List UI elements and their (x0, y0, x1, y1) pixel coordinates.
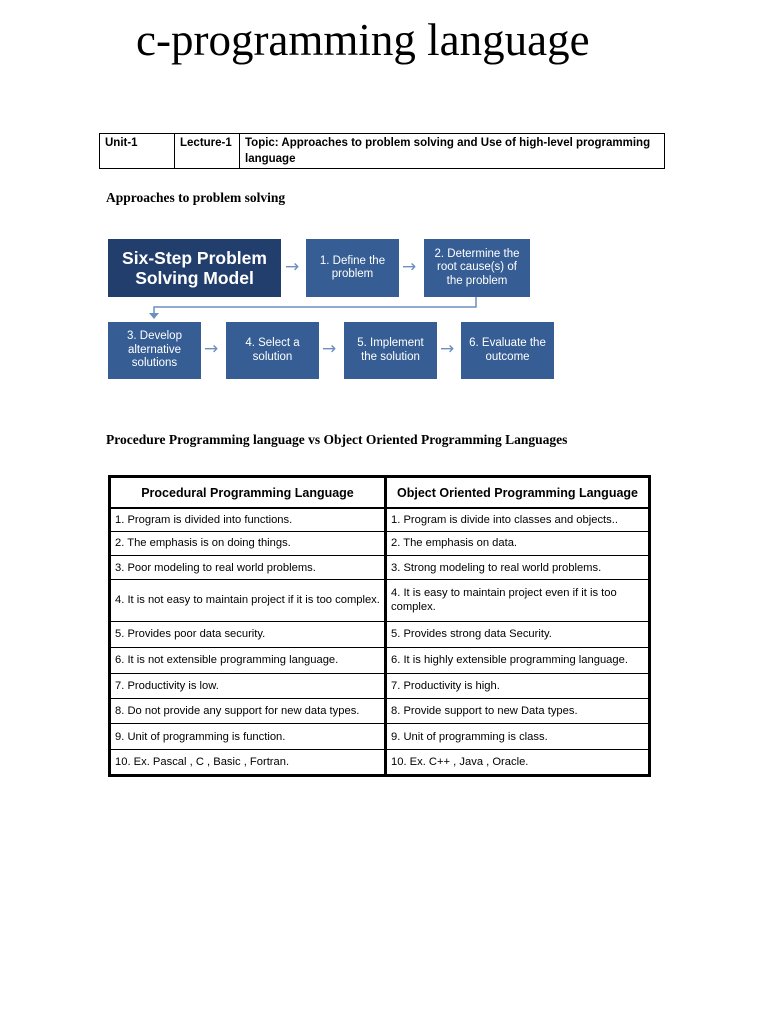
oop-cell: 10. Ex. C++ , Java , Oracle. (386, 749, 650, 775)
table-row (110, 699, 650, 724)
oop-cell: 2. The emphasis on data. (386, 531, 650, 555)
lecture-header-table (99, 133, 665, 169)
step-box-4: 4. Select a solution (226, 322, 319, 379)
procedural-cell: 5. Provides poor data security. (110, 621, 386, 647)
procedural-cell: 6. It is not extensible programming language. (110, 647, 386, 673)
oop-cell: 5. Provides strong data Security. (386, 621, 650, 647)
arrow-right-icon: → (322, 339, 337, 359)
column-header-oop: Object Oriented Programming Language (386, 477, 650, 509)
procedural-cell: 7. Productivity is low. (110, 673, 386, 698)
arrow-right-icon: → (204, 339, 219, 359)
lecture-cell: Lecture-1 (175, 134, 240, 169)
comparison-table (108, 475, 651, 777)
oop-cell: 9. Unit of programming is class. (386, 724, 650, 749)
diagram-title-box: Six-Step Problem Solving Model (108, 239, 281, 297)
table-row (110, 531, 650, 555)
table-row (110, 673, 650, 698)
step-box-1: 1. Define the problem (306, 239, 399, 297)
arrow-right-icon: → (440, 339, 455, 359)
column-header-procedural: Procedural Programming Language (110, 477, 386, 509)
procedural-cell: 9. Unit of programming is function. (110, 724, 386, 749)
oop-cell: 1. Program is divide into classes and objects.. (386, 508, 650, 531)
step-box-3: 3. Develop alternative solutions (108, 322, 201, 379)
table-row (110, 749, 650, 775)
step-box-2: 2. Determine the root cause(s) of the problem (424, 239, 530, 297)
procedural-cell: 2. The emphasis is on doing things. (110, 531, 386, 555)
oop-cell: 6. It is highly extensible programming language. (386, 647, 650, 673)
table-row (110, 555, 650, 579)
section-heading-problem-solving: Approaches to problem solving (106, 190, 286, 205)
procedural-cell: 1. Program is divided into functions. (110, 508, 386, 531)
table-row (110, 724, 650, 749)
step-box-5: 5. Implement the solution (344, 322, 437, 379)
table-row (110, 508, 650, 531)
six-step-diagram (104, 236, 556, 382)
oop-cell: 3. Strong modeling to real world problems. (386, 555, 650, 579)
section-heading-comparison: Procedure Programming language vs Object Oriented Programming Languages (106, 432, 568, 447)
procedural-cell: 8. Do not provide any support for new data types. (110, 699, 386, 724)
arrow-right-icon: → (285, 257, 300, 277)
step-box-6: 6. Evaluate the outcome (461, 322, 554, 379)
oop-cell: 4. It is easy to maintain project even if it is too complex. (386, 580, 650, 621)
table-row (110, 580, 650, 621)
unit-cell: Unit-1 (100, 134, 175, 169)
arrow-right-icon: → (402, 257, 417, 277)
procedural-cell: 10. Ex. Pascal , C , Basic , Fortran. (110, 749, 386, 775)
oop-cell: 7. Productivity is high. (386, 673, 650, 698)
page-title: c-programming language (136, 15, 590, 65)
table-row (110, 621, 650, 647)
topic-cell: Topic: Approaches to problem solving and Use of high-level programming language (240, 134, 665, 169)
procedural-cell: 4. It is not easy to maintain project if it is too complex. (110, 580, 386, 621)
procedural-cell: 3. Poor modeling to real world problems. (110, 555, 386, 579)
table-header-row (110, 477, 650, 509)
table-row (110, 647, 650, 673)
oop-cell: 8. Provide support to new Data types. (386, 699, 650, 724)
connector-arrow-icon (104, 296, 556, 320)
